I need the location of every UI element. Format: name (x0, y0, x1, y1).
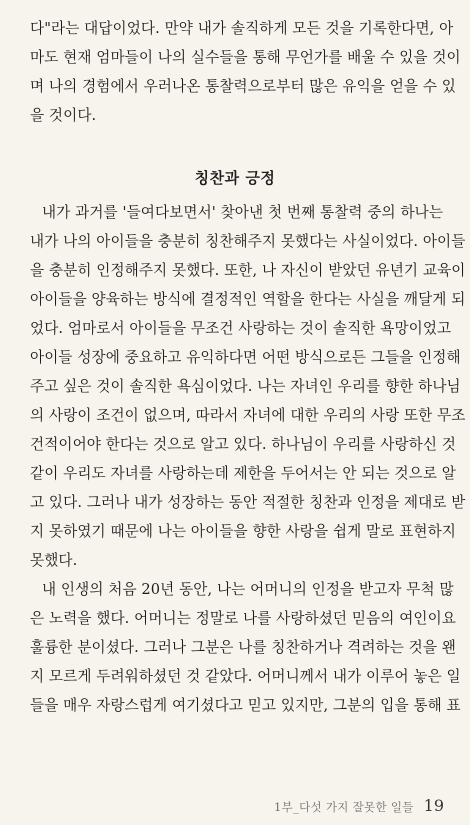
page-footer (274, 796, 444, 815)
text-line: 못했다. (30, 552, 78, 569)
text-line: 같이 우리도 자녀를 사랑하는데 제한을 두어서는 안 되는 것으로 알 (30, 465, 456, 482)
text-line: 의 사랑이 조건이 없으며, 따라서 자녀에 대한 우리의 사랑 또한 무조 (30, 407, 466, 424)
text-line: 훌륭한 분이셨다. 그러나 그분은 나를 칭찬하거나 격려하는 것을 왠 (30, 639, 456, 656)
text-line: 들을 매우 자랑스럽게 여기셨다고 믿고 있지만, 그분의 입을 통해 표 (30, 697, 461, 714)
top-paragraph (30, 14, 461, 130)
text-line: 마도 현재 엄마들이 나의 실수들을 통해 무언가를 배울 수 있을 것이 (30, 49, 461, 66)
text-line: 고 있다. 그러나 내가 성장하는 동안 적절한 칭찬과 인정을 제대로 받 (30, 494, 466, 511)
section-heading: 칭찬과 긍정 (194, 169, 276, 187)
paragraph-2 (30, 575, 461, 720)
text-line: 내 인생의 처음 20년 동안, 나는 어머니의 인정을 받고자 무척 많 (42, 581, 454, 598)
text-line: 을 충분히 인정해주지 못했다. 또한, 나 자신이 받았던 유년기 교육이 (30, 262, 466, 279)
text-line: 을 것이다. (30, 107, 97, 124)
text-line: 내가 과거를 '들여다보면서' 찾아낸 첫 번째 통찰력 중의 하나는 (42, 204, 444, 221)
body-text (30, 198, 466, 720)
page-number: 19 (423, 796, 444, 815)
running-footer-label: 1부_다섯 가지 잘못한 일들 (274, 800, 414, 814)
text-line: 지 모르게 두려워하셨던 것 같았다. 어머니께서 내가 이루어 놓은 일 (30, 668, 461, 685)
text-line: 아이들 성장에 중요하고 유익하다면 어떤 방식으로든 그들을 인정해 (30, 349, 461, 366)
text-line: 은 노력을 했다. 어머니는 정말로 나를 사랑하셨던 믿음의 여인이요 (30, 610, 456, 627)
text-line: 내가 나의 아이들을 충분히 칭찬해주지 못했다는 사실이었다. 아이들 (30, 233, 466, 250)
text-line: 건적이어야 한다는 것으로 알고 있다. 하나님이 우리를 사랑하신 것 (30, 436, 456, 453)
text-line: 며 나의 경험에서 우러나온 통찰력으로부터 많은 유익을 얻을 수 있 (30, 78, 456, 95)
text-line: 주고 싶은 것이 솔직한 욕심이었다. 나는 자녀인 우리를 향한 하나님 (30, 378, 461, 395)
text-line: 다"라는 대답이었다. 만약 내가 솔직하게 모든 것을 기록한다면, 아 (30, 20, 454, 37)
paragraph-1 (30, 198, 466, 575)
text-line: 지 못하였기 때문에 나는 아이들을 향한 사랑을 쉽게 말로 표현하지 (30, 523, 456, 540)
text-line: 아이들을 양육하는 방식에 결정적인 역할을 한다는 사실을 깨달게 되 (30, 291, 466, 308)
text-line: 었다. 엄마로서 아이들을 무조건 사랑하는 것이 솔직한 욕망이었고 (30, 320, 452, 337)
